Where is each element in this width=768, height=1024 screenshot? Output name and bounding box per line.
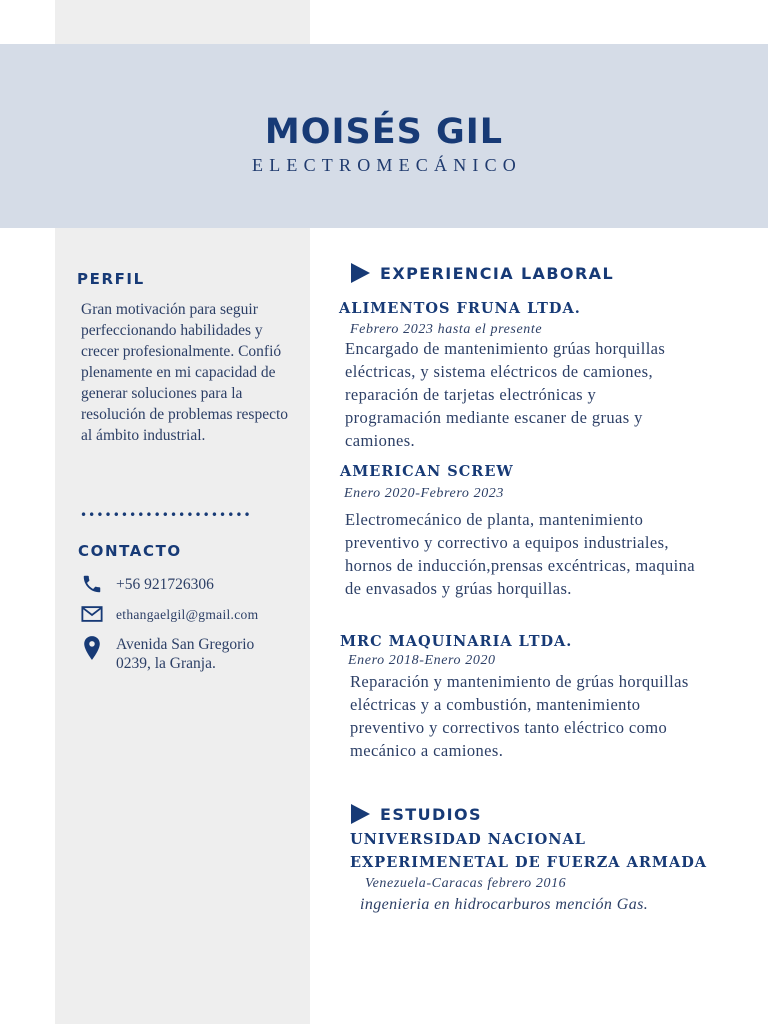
experience-heading: EXPERIENCIA LABORAL (380, 264, 615, 283)
education-institution-line2: EXPERIMENETAL DE FUERZA ARMADA (350, 854, 708, 871)
job-dates: Enero 2018-Enero 2020 (348, 653, 496, 668)
education-heading: ESTUDIOS (380, 805, 482, 824)
job-description: Reparación y mantenimiento de grúas horquillas eléctricas y a combustión, mantenimiento preventivo y correctivos tanto eléctrico como mecánico a camiones. (350, 672, 689, 760)
triangle-bullet-icon (351, 263, 370, 283)
job-company: ALIMENTOS FRUNA LTDA. (339, 300, 581, 317)
education-degree: ingenieria en hidrocarburos mención Gas. (360, 896, 649, 913)
profile-heading: PERFIL (77, 270, 145, 288)
job-company: AMERICAN SCREW (340, 463, 514, 480)
job-dates: Febrero 2023 hasta el presente (350, 322, 543, 337)
triangle-bullet-icon (351, 804, 370, 824)
education-location-date: Venezuela-Caracas febrero 2016 (365, 876, 567, 891)
mail-icon (80, 603, 104, 625)
job-description: Electromecánico de planta, mantenimiento preventivo y correctivo a equipos industriales, hornos de inducción,prensas excéntricas, maquina de envasados y grúas horquillas. (345, 510, 696, 598)
section-divider: ••••••••••••••••••••• (80, 508, 252, 522)
contact-heading: CONTACTO (78, 542, 182, 560)
job-description: Encargado de mantenimiento grúas horquillas eléctricas, y sistema eléctricos de camiones, reparación de tarjetas electrónicas y programación mediante escaner de gruas y camiones. (345, 339, 666, 450)
job-company: MRC MAQUINARIA LTDA. (340, 633, 573, 650)
contact-phone[interactable]: +56 921726306 (116, 576, 214, 593)
job-dates: Enero 2020-Febrero 2023 (344, 486, 504, 501)
profile-text: Gran motivación para seguir perfeccionando habilidades y crecer profesionalmente. Confió plenamente en mi capacidad de generar soluciones para la resolución de problemas respecto al ámbito industrial. (81, 301, 289, 444)
contact-email[interactable]: ethangaelgil@gmail.com (116, 607, 259, 622)
candidate-role: ELECTROMECÁNICO (252, 155, 522, 175)
education-institution-line1: UNIVERSIDAD NACIONAL (350, 831, 586, 848)
location-pin-icon (81, 635, 103, 661)
phone-icon (81, 573, 103, 595)
contact-address: Avenida San Gregorio 0239, la Granja. (116, 636, 255, 672)
candidate-name: MOISÉS GIL (264, 112, 504, 152)
